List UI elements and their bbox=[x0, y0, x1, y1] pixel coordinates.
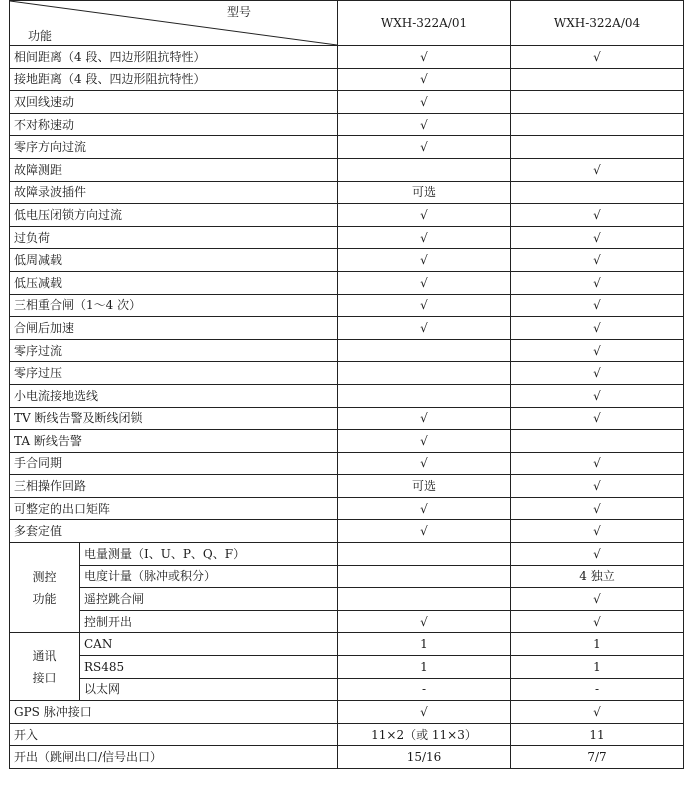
model-a-value-cell: - bbox=[338, 678, 511, 701]
model-b-value-cell: √ bbox=[511, 46, 684, 69]
table-row bbox=[10, 497, 684, 520]
function-header-label: 功能 bbox=[28, 29, 53, 43]
table-row bbox=[10, 226, 684, 249]
model-a-value-cell: √ bbox=[338, 68, 511, 91]
model-a-value-cell: 可选 bbox=[338, 181, 511, 204]
diagonal-divider-line bbox=[10, 1, 337, 45]
feature-name-cell: 合闸后加速 bbox=[10, 317, 338, 340]
model-header-label: 型号 bbox=[226, 5, 251, 19]
model-b-value-cell: √ bbox=[511, 610, 684, 633]
feature-name-cell: 双回线速动 bbox=[10, 91, 338, 114]
communication-group-label-line2: 接口 bbox=[32, 670, 57, 685]
model-b-value-cell: √ bbox=[511, 362, 684, 385]
feature-name-cell: 以太网 bbox=[80, 678, 338, 701]
model-a-value-cell: 1 bbox=[338, 633, 511, 656]
feature-name-cell: 可整定的出口矩阵 bbox=[10, 497, 338, 520]
model-b-value-cell: √ bbox=[511, 339, 684, 362]
table-row bbox=[10, 588, 684, 611]
feature-name-cell: 接地距离（4 段、四边形阻抗特性） bbox=[10, 68, 338, 91]
table-row bbox=[10, 746, 684, 769]
table-row bbox=[10, 633, 684, 656]
model-a-value-cell: √ bbox=[338, 452, 511, 475]
model-a-value-cell: 11×2（或 11×3） bbox=[338, 723, 511, 746]
feature-name-cell: 零序方向过流 bbox=[10, 136, 338, 159]
model-b-value-cell: - bbox=[511, 678, 684, 701]
table-row bbox=[10, 565, 684, 588]
model-b-value-cell: √ bbox=[511, 317, 684, 340]
model-a-value-cell: √ bbox=[338, 226, 511, 249]
model-b-value-cell: √ bbox=[511, 452, 684, 475]
feature-name-cell: 三相操作回路 bbox=[10, 475, 338, 498]
table-row bbox=[10, 362, 684, 385]
model-a-value-cell bbox=[338, 565, 511, 588]
feature-name-cell: 小电流接地选线 bbox=[10, 384, 338, 407]
model-a-value-cell bbox=[338, 339, 511, 362]
feature-name-cell: 故障测距 bbox=[10, 158, 338, 181]
feature-name-cell: 相间距离（4 段、四边形阻抗特性） bbox=[10, 46, 338, 69]
model-b-value-cell: √ bbox=[511, 543, 684, 566]
model-b-value-cell bbox=[511, 113, 684, 136]
table-row bbox=[10, 46, 684, 69]
model-b-value-cell: √ bbox=[511, 294, 684, 317]
feature-name-cell: 零序过压 bbox=[10, 362, 338, 385]
model-b-value-cell: √ bbox=[511, 701, 684, 724]
feature-name-cell: GPS 脉冲接口 bbox=[10, 701, 338, 724]
model-a-value-cell: √ bbox=[338, 249, 511, 272]
feature-name-cell: 故障录波插件 bbox=[10, 181, 338, 204]
model-b-value-cell: √ bbox=[511, 384, 684, 407]
feature-name-cell: 开出（跳闸出口/信号出口） bbox=[10, 746, 338, 769]
table-row bbox=[10, 339, 684, 362]
table-row bbox=[10, 136, 684, 159]
model-b-value-cell: 1 bbox=[511, 633, 684, 656]
model-a-header: WXH-322A/01 bbox=[338, 1, 511, 46]
feature-name-cell: 过负荷 bbox=[10, 226, 338, 249]
table-row bbox=[10, 91, 684, 114]
table-row bbox=[10, 113, 684, 136]
feature-name-cell: 电度计量（脉冲或积分） bbox=[80, 565, 338, 588]
table-row bbox=[10, 678, 684, 701]
table-row bbox=[10, 452, 684, 475]
model-b-value-cell: 7/7 bbox=[511, 746, 684, 769]
model-a-value-cell: √ bbox=[338, 701, 511, 724]
model-b-header: WXH-322A/04 bbox=[511, 1, 684, 46]
feature-name-cell: 控制开出 bbox=[80, 610, 338, 633]
table-row bbox=[10, 543, 684, 566]
table-row bbox=[10, 249, 684, 272]
table-row bbox=[10, 271, 684, 294]
model-a-value-cell: √ bbox=[338, 46, 511, 69]
communication-group-label bbox=[10, 633, 80, 701]
feature-name-cell: TV 断线告警及断线闭锁 bbox=[10, 407, 338, 430]
model-a-value-cell: √ bbox=[338, 430, 511, 453]
header-row bbox=[10, 1, 684, 46]
table-row bbox=[10, 701, 684, 724]
model-b-value-cell: √ bbox=[511, 475, 684, 498]
measure-control-group-label-line1: 测控 bbox=[32, 569, 57, 584]
model-b-value-cell: √ bbox=[511, 204, 684, 227]
model-b-value-cell: √ bbox=[511, 407, 684, 430]
model-a-value-cell: √ bbox=[338, 520, 511, 543]
model-a-value-cell: 1 bbox=[338, 656, 511, 679]
table-row bbox=[10, 475, 684, 498]
model-b-value-cell: √ bbox=[511, 588, 684, 611]
model-a-value-cell: √ bbox=[338, 317, 511, 340]
model-a-value-cell: √ bbox=[338, 610, 511, 633]
model-a-value-cell: √ bbox=[338, 497, 511, 520]
table-row bbox=[10, 656, 684, 679]
table-row bbox=[10, 204, 684, 227]
model-a-value-cell: √ bbox=[338, 204, 511, 227]
feature-name-cell: TA 断线告警 bbox=[10, 430, 338, 453]
model-a-value-cell: √ bbox=[338, 407, 511, 430]
table-row bbox=[10, 384, 684, 407]
model-b-value-cell bbox=[511, 68, 684, 91]
feature-name-cell: 低压减载 bbox=[10, 271, 338, 294]
feature-name-cell: 手合同期 bbox=[10, 452, 338, 475]
feature-name-cell: 开入 bbox=[10, 723, 338, 746]
table-row bbox=[10, 181, 684, 204]
feature-comparison-table bbox=[9, 0, 684, 769]
model-a-value-cell: √ bbox=[338, 91, 511, 114]
model-b-value-cell: √ bbox=[511, 497, 684, 520]
model-b-value-cell: 11 bbox=[511, 723, 684, 746]
model-a-value-cell: √ bbox=[338, 294, 511, 317]
model-a-value-cell bbox=[338, 362, 511, 385]
measure-control-group-label-line2: 功能 bbox=[32, 591, 57, 606]
model-a-value-cell bbox=[338, 543, 511, 566]
measure-control-group-label bbox=[10, 543, 80, 633]
model-b-value-cell bbox=[511, 181, 684, 204]
feature-name-cell: RS485 bbox=[80, 656, 338, 679]
feature-name-cell: 多套定值 bbox=[10, 520, 338, 543]
table-row bbox=[10, 158, 684, 181]
table-row bbox=[10, 520, 684, 543]
model-a-value-cell: 15/16 bbox=[338, 746, 511, 769]
model-b-value-cell: √ bbox=[511, 520, 684, 543]
model-b-value-cell bbox=[511, 136, 684, 159]
model-b-value-cell: √ bbox=[511, 249, 684, 272]
model-b-value-cell: √ bbox=[511, 158, 684, 181]
feature-name-cell: 低周减载 bbox=[10, 249, 338, 272]
table-row bbox=[10, 610, 684, 633]
table-row bbox=[10, 68, 684, 91]
feature-name-cell: 低电压闭锁方向过流 bbox=[10, 204, 338, 227]
model-b-value-cell: √ bbox=[511, 271, 684, 294]
model-a-value-cell: 可选 bbox=[338, 475, 511, 498]
table-row bbox=[10, 294, 684, 317]
feature-name-cell: 电量测量（I、U、P、Q、F） bbox=[80, 543, 338, 566]
model-a-value-cell: √ bbox=[338, 113, 511, 136]
header-diagonal-cell bbox=[10, 1, 338, 46]
table-row bbox=[10, 317, 684, 340]
model-a-value-cell bbox=[338, 588, 511, 611]
model-a-value-cell: √ bbox=[338, 136, 511, 159]
model-a-value-cell bbox=[338, 384, 511, 407]
table-row bbox=[10, 407, 684, 430]
table-row bbox=[10, 723, 684, 746]
model-b-value-cell: 4 独立 bbox=[511, 565, 684, 588]
feature-name-cell: 零序过流 bbox=[10, 339, 338, 362]
model-b-value-cell bbox=[511, 91, 684, 114]
feature-name-cell: 不对称速动 bbox=[10, 113, 338, 136]
feature-name-cell: 三相重合闸（1～4 次） bbox=[10, 294, 338, 317]
feature-name-cell: 遥控跳合闸 bbox=[80, 588, 338, 611]
communication-group-label-line1: 通讯 bbox=[32, 648, 57, 663]
model-a-value-cell bbox=[338, 158, 511, 181]
model-b-value-cell bbox=[511, 430, 684, 453]
feature-name-cell: CAN bbox=[80, 633, 338, 656]
table-row bbox=[10, 430, 684, 453]
model-b-value-cell: 1 bbox=[511, 656, 684, 679]
model-a-value-cell: √ bbox=[338, 271, 511, 294]
model-b-value-cell: √ bbox=[511, 226, 684, 249]
